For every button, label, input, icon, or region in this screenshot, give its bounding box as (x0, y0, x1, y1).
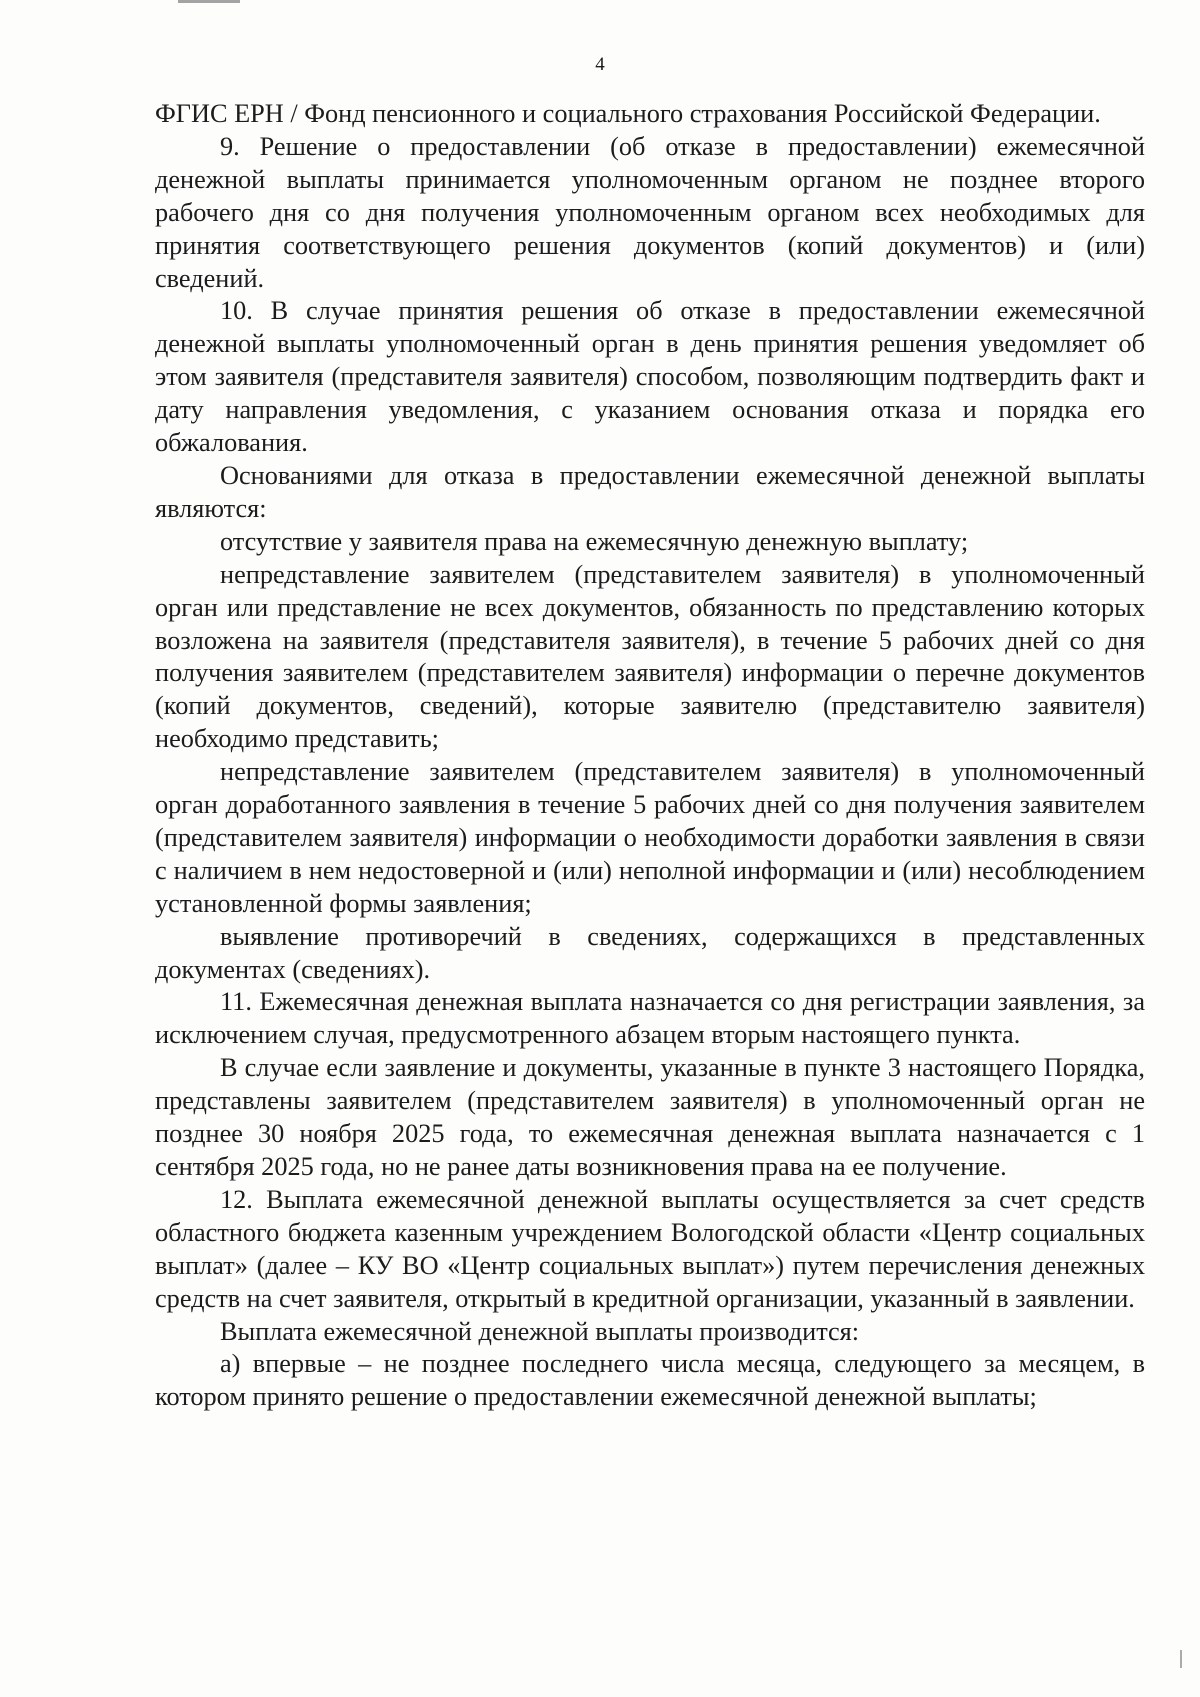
paragraph-refusal-ground-2: непредставление заявителем (представителем заявителя) в уполномоченный орган или представление не всех документов, обязанность по представлению которых возложена на заявителя (представителя заявителя), в течение 5 рабочих дней со дня получения заявителем (представителем заявителя) информации о перечне документов (копий документов, сведений), которые заявителю (представителю заявителя) необходимо представить; (155, 559, 1145, 754)
page-number: 4 (595, 54, 605, 75)
scan-artifact-top (178, 0, 240, 3)
paragraph-payment-a: а) впервые – не позднее последнего числа месяца, следующего за месяцем, в котором принято решение о предоставлении ежемесячной денежной выплаты; (155, 1349, 1145, 1412)
paragraph-refusal-grounds-intro: Основаниями для отказа в предоставлении ежемесячной денежной выплаты являются: (155, 460, 1145, 523)
paragraph-item-10: 10. В случае принятия решения об отказе в предоставлении ежемесячной денежной выплаты уполномоченный орган в день принятия решения уведомляет об этом заявителя (представителя заявителя) способом, позволяющим подтвердить факт и дату направления уведомления, с указанием основания отказа и порядка его обжалования. (155, 296, 1145, 458)
paragraph-refusal-ground-4: выявление противоречий в сведениях, содержащихся в представленных документах (сведениях). (155, 921, 1145, 984)
paragraph-refusal-ground-1: отсутствие у заявителя права на ежемесячную денежную выплату; (220, 526, 969, 556)
document-body (155, 98, 1145, 1414)
paragraph-item-11: 11. Ежемесячная денежная выплата назначается со дня регистрации заявления, за исключением случая, предусмотренного абзацем вторым настоящего пункта. (155, 987, 1145, 1050)
paragraph-item-9: 9. Решение о предоставлении (об отказе в предоставлении) ежемесячной денежной выплаты принимается уполномоченным органом не позднее второго рабочего дня со дня получения уполномоченным органом всех необходимых для принятия соответствующего решения документов (копий документов) и (или) сведений. (155, 131, 1145, 293)
scan-artifact-bottom (1180, 1650, 1182, 1668)
paragraph-item-12: 12. Выплата ежемесячной денежной выплаты осуществляется за счет средств областного бюджета казенным учреждением Вологодской области «Центр социальных выплат» (далее – КУ ВО «Центр социальных выплат») путем перечисления денежных средств на счет заявителя, открытый в кредитной организации, указанный в заявлении. (155, 1184, 1145, 1313)
paragraph-continuation: ФГИС ЕРН / Фонд пенсионного и социального страхования Российской Федерации. (155, 99, 1101, 128)
paragraph-payment-intro: Выплата ежемесячной денежной выплаты производится: (220, 1316, 860, 1346)
paragraph-item-11-second: В случае если заявление и документы, указанные в пункте 3 настоящего Порядка, представлены заявителем (представителем заявителя) в уполномоченный орган не позднее 30 ноября 2025 года, то ежемесячная денежная выплата назначается с 1 сентября 2025 года, но не ранее даты возникновения права на ее получение. (155, 1053, 1145, 1181)
paragraph-refusal-ground-3: непредставление заявителем (представителем заявителя) в уполномоченный орган доработанного заявления в течение 5 рабочих дней со дня получения заявителем (представителем заявителя) информации о необходимости доработки заявления в связи с наличием в нем недостоверной и (или) неполной информации и (или) несоблюдением установленной формы заявления; (155, 757, 1145, 918)
